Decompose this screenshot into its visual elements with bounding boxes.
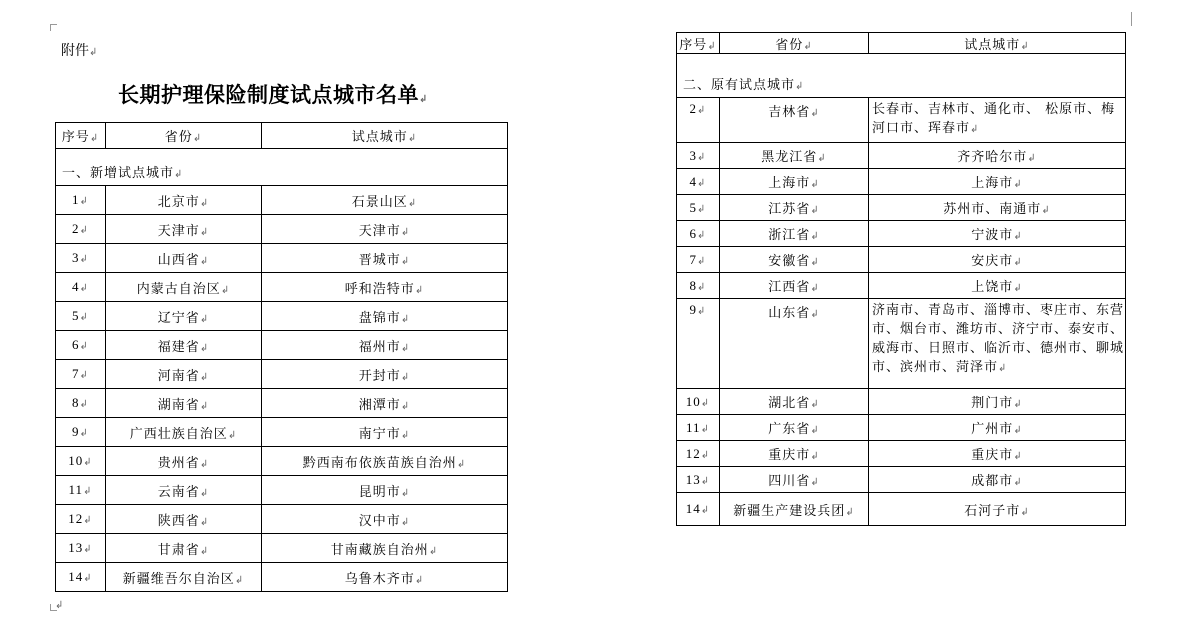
table-row: [56, 534, 508, 563]
cell-province: 山西省↲: [106, 244, 262, 273]
cell-no: 10↲: [677, 389, 720, 415]
cell-province: 云南省↲: [106, 476, 262, 505]
cell-no: 9↲: [56, 418, 106, 447]
cell-no: 11↲: [56, 476, 106, 505]
cell-province: 天津市↲: [106, 215, 262, 244]
cell-no: 7↲: [56, 360, 106, 389]
table-row: [677, 415, 1126, 441]
cell-no: 3↲: [56, 244, 106, 273]
attachment-label: 附件↲: [61, 43, 98, 59]
table-row: [56, 215, 508, 244]
cell-no: 4↲: [56, 273, 106, 302]
table-row: [56, 476, 508, 505]
cell-no: 8↲: [677, 273, 720, 299]
table-header-row: [677, 33, 1126, 54]
cell-cities: 湘潭市↲: [262, 389, 508, 418]
section-heading-row: [56, 149, 508, 186]
cell-no: 3↲: [677, 143, 720, 169]
cell-province: 内蒙古自治区↲: [106, 273, 262, 302]
cell-cities: 广州市↲: [869, 415, 1126, 441]
column-header-province: 省份↲: [720, 33, 869, 54]
cell-cities: 石景山区↲: [262, 186, 508, 215]
cell-cities: 乌鲁木齐市↲: [262, 563, 508, 592]
table-row: [677, 98, 1126, 143]
table-row: [56, 244, 508, 273]
table-row: [56, 418, 508, 447]
table-row: [677, 195, 1126, 221]
cell-province: 陕西省↲: [106, 505, 262, 534]
cell-cities: 福州市↲: [262, 331, 508, 360]
cell-province: 新疆维吾尔自治区↲: [106, 563, 262, 592]
cell-province: 上海市↲: [720, 169, 869, 195]
table-row: [56, 302, 508, 331]
cell-province: 重庆市↲: [720, 441, 869, 467]
cell-province: 新疆生产建设兵团↲: [720, 493, 869, 526]
section-heading-existing: 二、原有试点城市↲: [677, 54, 1126, 98]
table-row: [56, 563, 508, 592]
cell-no: 10↲: [56, 447, 106, 476]
column-header-cities: 试点城市↲: [262, 123, 508, 149]
page-corner-mark: [1125, 12, 1132, 26]
column-header-no: 序号↲: [56, 123, 106, 149]
left-city-table: [55, 122, 508, 592]
cell-cities: 宁波市↲: [869, 221, 1126, 247]
cell-cities: 济南市、青岛市、淄博市、枣庄市、东营市、烟台市、潍坊市、济宁市、泰安市、威海市、日照市、临沂市、德州市、聊城市、滨州市、菏泽市↲: [869, 299, 1126, 389]
table-row: [677, 169, 1126, 195]
cell-province: 湖北省↲: [720, 389, 869, 415]
cell-province: 广西壮族自治区↲: [106, 418, 262, 447]
table-row: [56, 389, 508, 418]
cell-province: 广东省↲: [720, 415, 869, 441]
cell-no: 2↲: [56, 215, 106, 244]
cell-province: 湖南省↲: [106, 389, 262, 418]
table-row: [56, 331, 508, 360]
cell-cities: 黔西南布依族苗族自治州↲: [262, 447, 508, 476]
table-row: [677, 247, 1126, 273]
cell-province: 辽宁省↲: [106, 302, 262, 331]
document-title: 长期护理保险制度试点城市名单↲: [118, 83, 428, 107]
cell-province: 四川省↲: [720, 467, 869, 493]
cell-province: 浙江省↲: [720, 221, 869, 247]
cell-no: 14↲: [56, 563, 106, 592]
cell-no: 9↲: [677, 299, 720, 389]
cell-cities: 开封市↲: [262, 360, 508, 389]
cell-cities: 荆门市↲: [869, 389, 1126, 415]
cell-cities: 齐齐哈尔市↲: [869, 143, 1126, 169]
cell-cities: 昆明市↲: [262, 476, 508, 505]
table-row: [56, 273, 508, 302]
cell-no: 1↲: [56, 186, 106, 215]
cell-cities: 安庆市↲: [869, 247, 1126, 273]
cell-no: 11↲: [677, 415, 720, 441]
paragraph-mark: ↲: [55, 600, 64, 611]
column-header-province: 省份↲: [106, 123, 262, 149]
table-row: [677, 467, 1126, 493]
section-heading-new: 一、新增试点城市↲: [56, 149, 508, 186]
cell-cities: 汉中市↲: [262, 505, 508, 534]
cell-province: 福建省↲: [106, 331, 262, 360]
cell-province: 贵州省↲: [106, 447, 262, 476]
table-row: [677, 441, 1126, 467]
cell-cities: 苏州市、南通市↲: [869, 195, 1126, 221]
table-row: [677, 273, 1126, 299]
cell-province: 江苏省↲: [720, 195, 869, 221]
cell-province: 吉林省↲: [720, 98, 869, 143]
cell-cities: 甘南藏族自治州↲: [262, 534, 508, 563]
cell-cities: 上饶市↲: [869, 273, 1126, 299]
cell-no: 6↲: [677, 221, 720, 247]
table-row: [677, 221, 1126, 247]
table-row: [56, 186, 508, 215]
column-header-no: 序号↲: [677, 33, 720, 54]
cell-no: 12↲: [56, 505, 106, 534]
cell-no: 13↲: [56, 534, 106, 563]
cell-no: 6↲: [56, 331, 106, 360]
cell-no: 13↲: [677, 467, 720, 493]
table-row: [677, 299, 1126, 389]
table-header-row: [56, 123, 508, 149]
cell-cities: 石河子市↲: [869, 493, 1126, 526]
cell-cities: 长春市、吉林市、通化市、 松原市、梅河口市、珲春市↲: [869, 98, 1126, 143]
cell-cities: 盘锦市↲: [262, 302, 508, 331]
cell-cities: 南宁市↲: [262, 418, 508, 447]
cell-cities: 呼和浩特市↲: [262, 273, 508, 302]
cell-province: 山东省↲: [720, 299, 869, 389]
table-row: [677, 143, 1126, 169]
cell-cities: 成都市↲: [869, 467, 1126, 493]
cell-province: 黑龙江省↲: [720, 143, 869, 169]
cell-no: 4↲: [677, 169, 720, 195]
right-city-table: [676, 32, 1126, 526]
cell-no: 12↲: [677, 441, 720, 467]
cell-cities: 天津市↲: [262, 215, 508, 244]
cell-no: 5↲: [56, 302, 106, 331]
cell-cities: 重庆市↲: [869, 441, 1126, 467]
table-row: [677, 389, 1126, 415]
page-corner-mark: [50, 24, 57, 31]
cell-province: 安徽省↲: [720, 247, 869, 273]
cell-no: 5↲: [677, 195, 720, 221]
cell-province: 江西省↲: [720, 273, 869, 299]
column-header-cities: 试点城市↲: [869, 33, 1126, 54]
table-row: [56, 505, 508, 534]
table-row: [56, 360, 508, 389]
cell-no: 14↲: [677, 493, 720, 526]
cell-cities: 晋城市↲: [262, 244, 508, 273]
table-row: [677, 493, 1126, 526]
cell-no: 8↲: [56, 389, 106, 418]
cell-province: 甘肃省↲: [106, 534, 262, 563]
cell-cities: 上海市↲: [869, 169, 1126, 195]
section-heading-row: [677, 54, 1126, 98]
table-row: [56, 447, 508, 476]
cell-no: 7↲: [677, 247, 720, 273]
cell-no: 2↲: [677, 98, 720, 143]
cell-province: 北京市↲: [106, 186, 262, 215]
cell-province: 河南省↲: [106, 360, 262, 389]
